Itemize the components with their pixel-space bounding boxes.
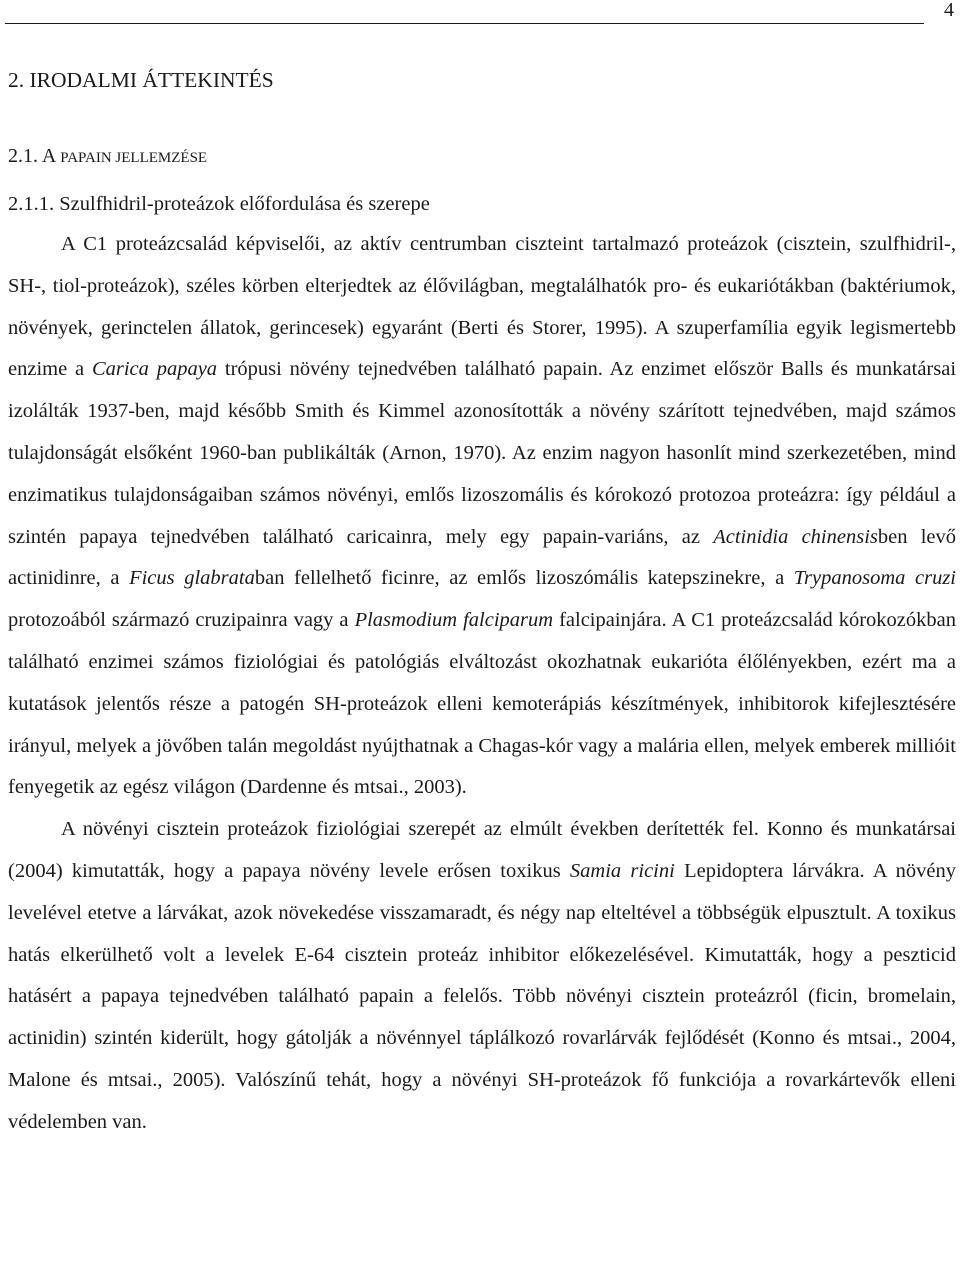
chapter-title: IRODALMI ÁTTEKINTÉS — [29, 68, 274, 92]
species-name: Actinidia chinensis — [713, 525, 878, 548]
text-run: falcipainjára. A C1 proteázcsalád kórokozókban található enzimei számos fiziológiai és patológiás elváltozást okozhatnak eukarióta élőlényekben, ezért ma a kutatások jelentős része a patogén SH-proteázok elleni kemoterápiás készítmények, inhibitorok kifejlesztésére irányul, melyek a jövőben talán megoldást nyújthatnak a Chagas-kór vagy a malária ellen, melyek emberek millióit fenyegetik az egész világon (Dardenne és mtsai., 2003). — [8, 609, 957, 799]
text-run: ban fellelhető ficinre, az emlős lizoszómális katepszinekre, a — [254, 567, 794, 590]
species-name: Trypanosoma cruzi — [793, 567, 956, 590]
subsection-number: 2.1.1. — [8, 193, 55, 215]
section-title-initial: A — [41, 145, 56, 167]
header-rule — [5, 23, 924, 24]
species-name: Plasmodium falciparum — [354, 609, 554, 632]
species-name: Ficus glabrata — [129, 567, 255, 590]
text-run: trópusi növény tejnedvében található papain. Az enzimet először Balls és munkatársai izolálták 1937-ben, majd később Smith és Kimmel azonosították a növény szárított tejnedvében, majd számos tulajdonságát elsőként 1960-ban publikálták (Arnon, 1970). Az enzim nagyon hasonlít mind szerkezetében, mind enzimatikus tulajdonságaiban számos növényi, emlős lizoszomális és kórokozó protozoa proteázra: így például a szintén papaya tejnedvében található caricainra, mely egy papain-variáns, az — [8, 358, 957, 548]
body-paragraph — [8, 809, 956, 1143]
page-number: 4 — [944, 0, 954, 21]
chapter-number: 2. — [8, 68, 25, 92]
section-number: 2.1. — [8, 145, 38, 167]
text-run: Lepidoptera lárvákra. A növény levelével etetve a lárvákat, azok növekedése visszamaradt, és négy nap elteltével a többségük elpusztult. A toxikus hatás elkerülhető volt a levelek E-64 cisztein proteáz inhibitor előkezelésével. Kimutatták, hogy a peszticid hatásért a papaya tejnedvében található papain a felelős. Több növényi cisztein proteázról (ficin, bromelain, actinidin) szintén kiderült, hogy gátolják a növénnyel táplálkozó rovarlárvák fejlődését (Konno és mtsai., 2004, Malone és mtsai., 2005). Valószínű tehát, hogy a növényi SH-proteázok fő funkciója a rovarkártevők elleni védelemben van. — [8, 859, 956, 1133]
text-run: protozoából származó cruzipainra vagy a — [8, 609, 355, 632]
section-title-rest: PAPAIN JELLEMZÉSE — [60, 150, 208, 166]
page-content — [8, 60, 956, 1144]
section-heading — [8, 136, 956, 178]
chapter-heading — [8, 60, 956, 100]
text-run: A C1 proteázcsalád képviselői, az aktív centrumban ciszteint tartalmazó proteázok (cisztein, szulfhidril-, SH-, tiol-proteázok), széles körben elterjedtek az élővilágban, megtalálhatók pro- és eukariótákban (baktériumok, növények, gerinctelen állatok, gerincesek) egyaránt (Berti és Storer, 1995). A szuperfamília egyik legismertebb enzime a — [8, 233, 956, 381]
species-name: Carica papaya — [91, 358, 218, 381]
subsection-title: Szulfhidril-proteázok előfordulása és szerepe — [59, 193, 430, 215]
species-name: Samia ricini — [569, 859, 675, 882]
subsection-heading — [8, 184, 956, 224]
text-run: A növényi cisztein proteázok fiziológiai szerepét az elmúlt években derítették fel. Konno és munkatársai (2004) kimutatták, hogy a papaya növény levele erősen toxikus — [8, 818, 956, 882]
text-run: ben levő actinidinre, a — [8, 525, 956, 590]
body-paragraph — [8, 224, 956, 809]
